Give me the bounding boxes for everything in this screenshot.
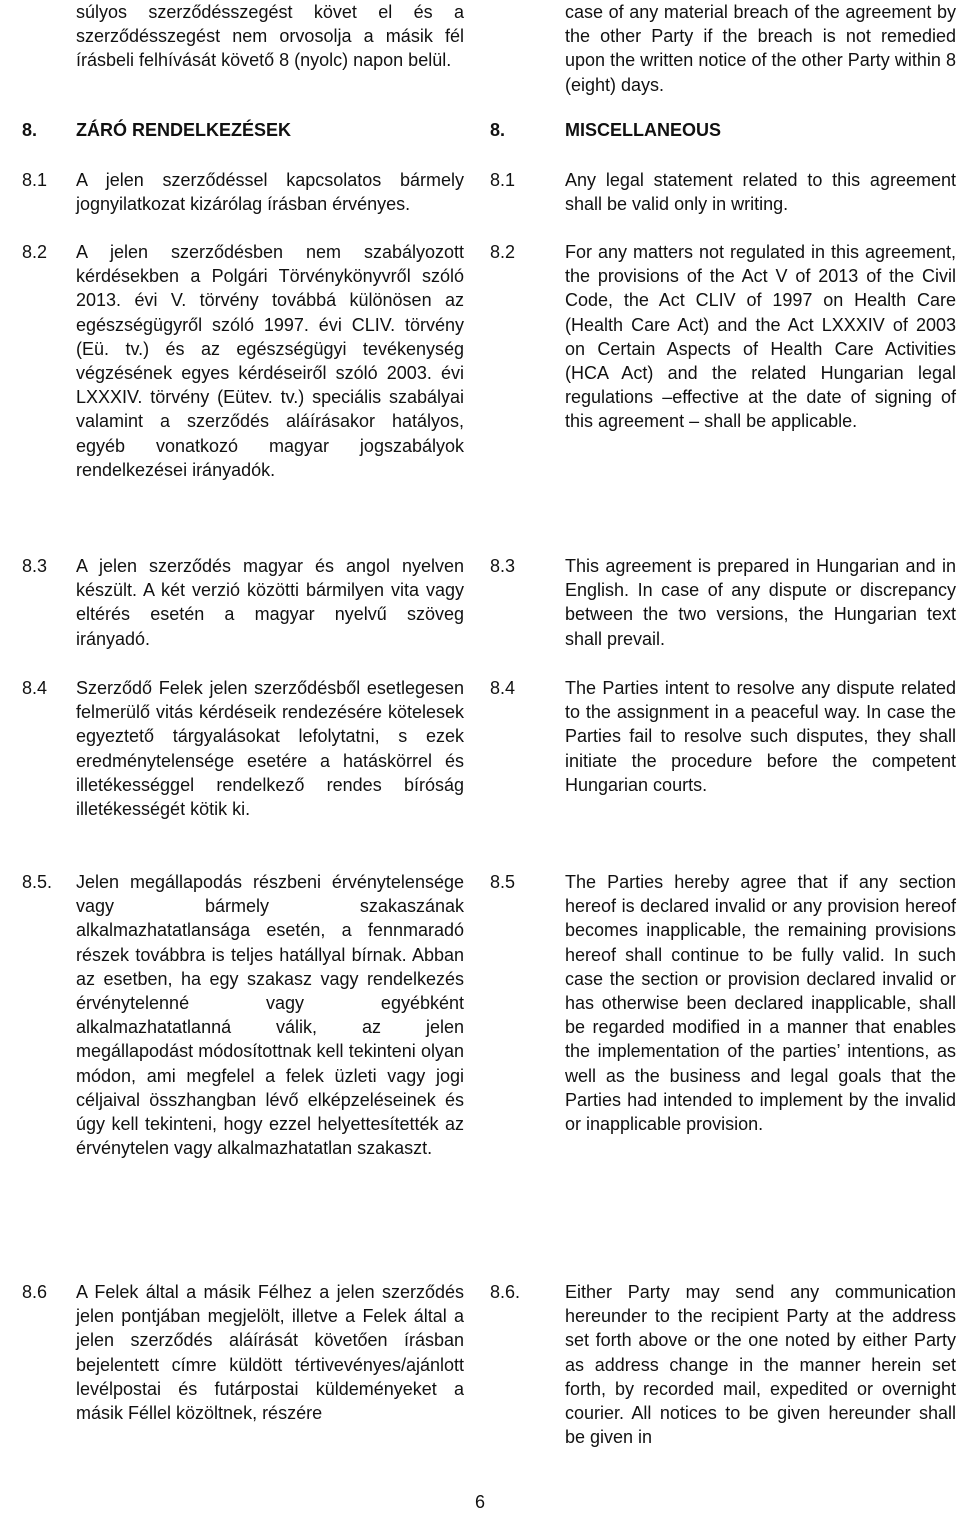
- heading-title: ZÁRÓ RENDELKEZÉSEK: [76, 120, 292, 140]
- clause-number: 8.5.: [22, 872, 53, 892]
- page-number: 6: [474, 1492, 485, 1512]
- clause-text: A jelen szerződés magyar és angol nyelven készült. A két verzió közötti bármilyen vita vagy eltérés esetén a magyar nyelvű szöveg irányadó.: [76, 556, 464, 649]
- clause-number: 8.2: [22, 242, 48, 262]
- clause-number: 8.6: [22, 1282, 48, 1302]
- clause-text: A Felek által a másik Félhez a jelen szerződés jelen pontjában megjelölt, illetve a Felek által a jelen szerződés aláírását követően írásban bejelentett címre küldött tértivevényes/ajánlott levélpostai és futárpostai küldeményeket a másik Féllel közöltnek, részére: [76, 1282, 464, 1424]
- clause-text: Szerződő Felek jelen szerződésből esetlegesen felmerülő vitás kérdéseik rendezésére kötelesek egyeztető tárgyalásokat lefolytatni, s ezek eredménytelensége esetére a hatáskörrel és illetékességgel rendelkező rendes bíróság illetékességét kötik ki.: [76, 678, 464, 820]
- hungarian-intro-text: súlyos szerződésszegést követ el és a szerződésszegést nem orvosolja a másik fél írásbeli felhívását követő 8 (nyolc) napon belül.: [76, 2, 464, 71]
- clause-number: 8.2: [490, 242, 516, 262]
- clause-text: Either Party may send any communication hereunder to the recipient Party at the address set forth above or the one noted by either Party as address change in the manner herein set forth, by recorded mail, expedited or overnight courier. All notices to be given hereunder shall be given in: [565, 1282, 956, 1448]
- clause-number: 8.5: [490, 872, 516, 892]
- clause-text: This agreement is prepared in Hungarian and in English. In case of any dispute or discrepancy between the two versions, the Hungarian text shall prevail.: [565, 556, 956, 649]
- clause-number: 8.1: [22, 170, 48, 190]
- clause-number: 8.4: [22, 678, 48, 698]
- clause-text: The Parties intent to resolve any dispute related to the assignment in a peaceful way. In case the Parties fail to resolve such disputes, they shall initiate the procedure before the competent Hungarian courts.: [565, 678, 956, 795]
- clause-text: A jelen szerződésben nem szabályozott kérdésekben a Polgári Törvénykönyvről szóló 2013. évi V. törvény továbbá különösen az egészségügyről szóló 1997. évi CLIV. törvény (Eü. tv.) és az egészségügyi tevékenység végzésének egyes kérdéseiről szóló 2003. évi LXXXIV. törvény (Eütev. tv.) speciális szabályai valamint a szerződés aláírásakor hatályos, egyéb vonatkozó magyar jogszabályok rendelkezései irányadók.: [76, 242, 464, 480]
- clause-number: 8.1: [490, 170, 516, 190]
- clause-number: 8.4: [490, 678, 516, 698]
- heading-title: MISCELLANEOUS: [565, 120, 722, 140]
- clause-text: The Parties hereby agree that if any section hereof is declared invalid or any provision hereof becomes inapplicable, the remaining provisions hereof shall continue to be fully valid. In such case the section or provision declared invalid or has otherwise been declared inapplicable, shall be regarded modified in a manner that enables the implementation of the parties’ intentions, as well as the business and legal goals that the Parties had intended to implement by the invalid or inapplicable provision.: [565, 872, 956, 1135]
- clause-number: 8.3: [490, 556, 516, 576]
- clause-number: 8.3: [22, 556, 48, 576]
- clause-number: 8.6.: [490, 1282, 521, 1302]
- heading-number: 8.: [490, 120, 506, 140]
- clause-text: Jelen megállapodás részbeni érvénytelensége vagy bármely szakaszának alkalmazhatatlansága esetén, a fennmaradó részek továbbra is teljes hatállyal bírnak. Abban az esetben, ha egy szakasz vagy rendelkezés érvénytelenné vagy egyébként alkalmazhatatlanná válik, az jelen megállapodást módosítottnak kell tekinteni olyan módon, ami megfelel a felek üzleti vagy jogi céljaival összhangban lévő elképzeléseinek és úgy kell tekinteni, hogy ezzel helyettesítették az érvénytelen vagy alkalmazhatatlan szakaszt.: [76, 872, 464, 1159]
- heading-number: 8.: [22, 120, 38, 140]
- clause-text: A jelen szerződéssel kapcsolatos bármely jognyilatkozat kizárólag írásban érvényes.: [76, 170, 464, 215]
- clause-text: For any matters not regulated in this agreement, the provisions of the Act V of 2013 of the Civil Code, the Act CLIV of 1997 on Health Care (Health Care Act) and the Act LXXXIV of 2003 on Certain Aspects of Health Care Activities (HCA Act) and the related Hungarian legal regulations –effective at the date of signing of this agreement – shall be applicable.: [565, 242, 956, 432]
- english-intro-text: case of any material breach of the agreement by the other Party if the breach is not remedied upon the written notice of the other Party within 8 (eight) days.: [565, 2, 956, 95]
- clause-text: Any legal statement related to this agreement shall be valid only in writing.: [565, 170, 956, 215]
